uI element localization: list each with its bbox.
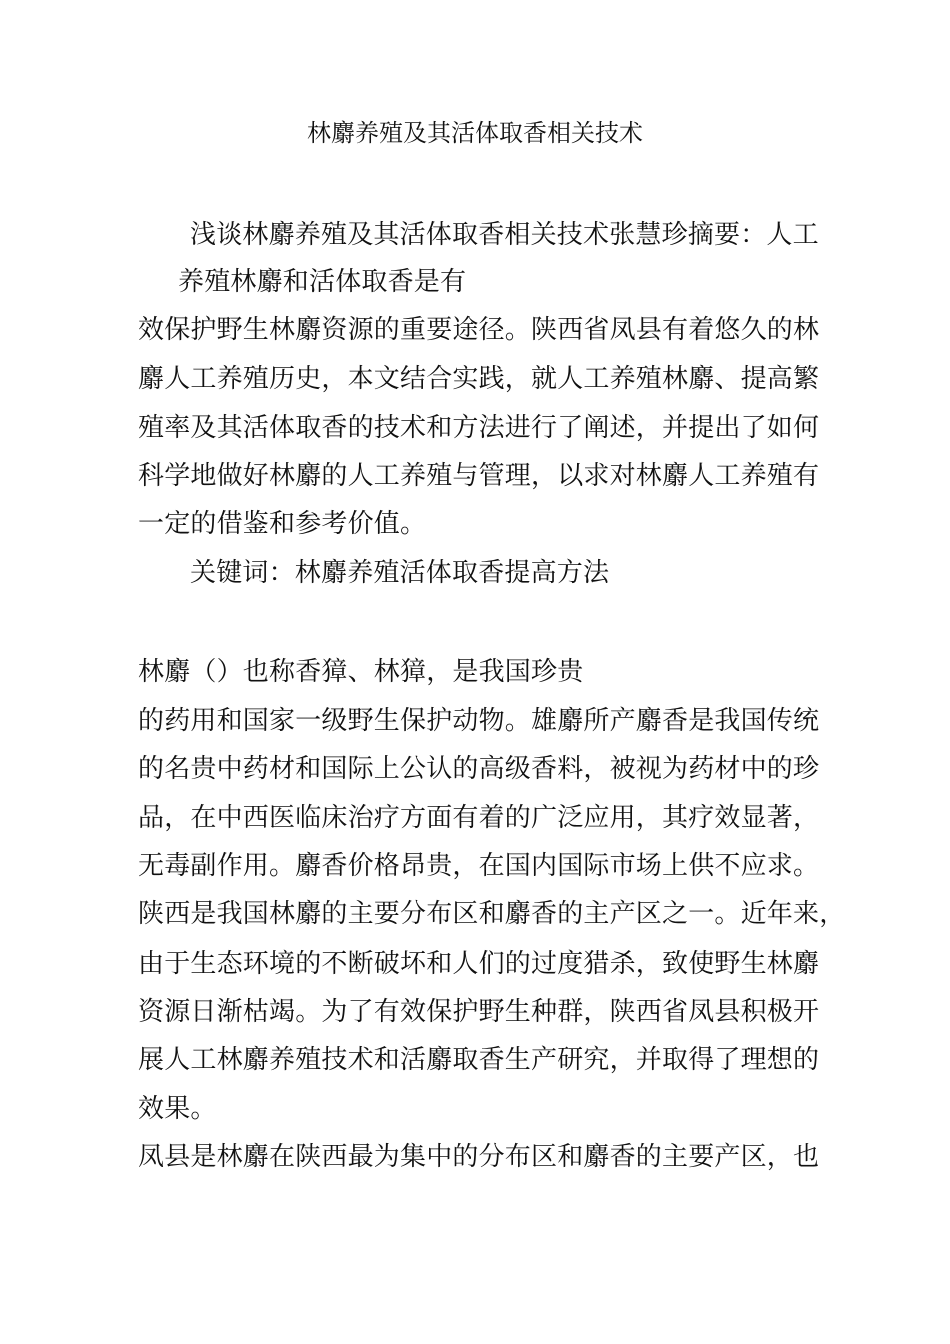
abstract-line: 麝人工养殖历史，本文结合实践，就人工养殖林麝、提高繁 bbox=[138, 364, 820, 394]
keywords-line: 关键词：林麝养殖活体取香提高方法 bbox=[190, 558, 610, 588]
body-line: 陕西是我国林麝的主要分布区和麝香的主产区之一。近年来， bbox=[138, 899, 846, 929]
body-line: 凤县是林麝在陕西最为集中的分布区和麝香的主要产区，也 bbox=[138, 1142, 820, 1172]
body-line: 由于生态环境的不断破坏和人们的过度猎杀，致使野生林麝 bbox=[138, 949, 820, 979]
abstract-line: 浅谈林麝养殖及其活体取香相关技术张慧珍摘要：人工 bbox=[190, 220, 819, 250]
abstract-line: 效保护野生林麝资源的重要途径。陕西省凤县有着悠久的林 bbox=[138, 315, 820, 345]
body-line: 资源日渐枯竭。为了有效保护野生种群，陕西省凤县积极开 bbox=[138, 997, 820, 1027]
body-line: 效果。 bbox=[138, 1094, 217, 1124]
body-line: 无毒副作用。麝香价格昂贵，在国内国际市场上供不应求。 bbox=[138, 851, 820, 881]
document-title: 林麝养殖及其活体取香相关技术 bbox=[307, 119, 643, 147]
body-line: 展人工林麝养殖技术和活麝取香生产研究，并取得了理想的 bbox=[138, 1045, 820, 1075]
body-line: 品，在中西医临床治疗方面有着的广泛应用，其疗效显著， bbox=[138, 803, 820, 833]
abstract-line: 养殖林麝和活体取香是有 bbox=[178, 267, 467, 297]
body-line: 的名贵中药材和国际上公认的高级香料，被视为药材中的珍 bbox=[138, 754, 820, 784]
abstract-line: 一定的借鉴和参考价值。 bbox=[138, 509, 427, 539]
body-line: 林麝（）也称香獐、林獐，是我国珍贵 bbox=[138, 657, 584, 687]
body-line: 的药用和国家一级野生保护动物。雄麝所产麝香是我国传统 bbox=[138, 706, 820, 736]
abstract-line: 科学地做好林麝的人工养殖与管理，以求对林麝人工养殖有 bbox=[138, 461, 820, 491]
abstract-line: 殖率及其活体取香的技术和方法进行了阐述，并提出了如何 bbox=[138, 413, 820, 443]
